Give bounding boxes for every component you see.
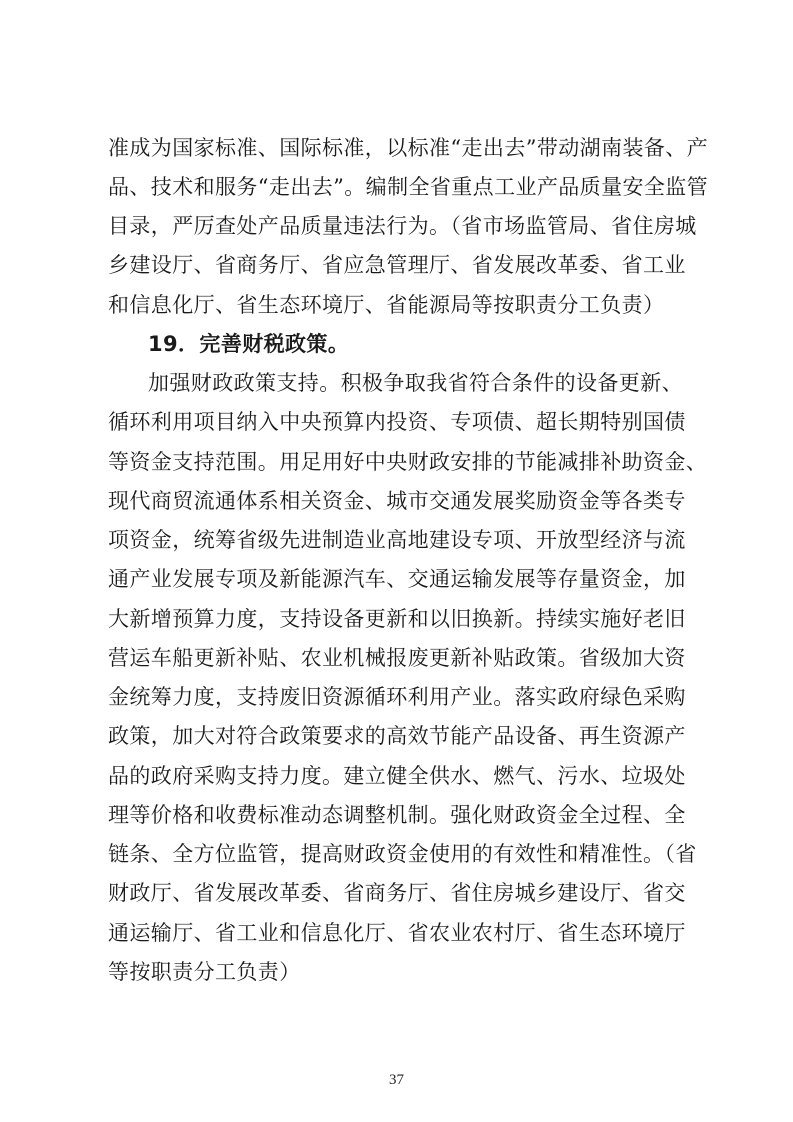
paragraph-line: 和信息化厅、省生态环境厅、省能源局等按职责分工负责） — [108, 293, 665, 317]
paragraph-line: 循环利用项目纳入中央预算内投资、专项债、超长期特别国债 — [108, 410, 686, 434]
paragraph-line: 大新增预算力度，支持设备更新和以旧换新。持续实施好老旧 — [108, 607, 686, 631]
paragraph-line: 营运车船更新补贴、农业机械报废更新补贴政策。省级加大资 — [108, 646, 686, 670]
paragraph-line: 链条、全方位监管，提高财政资金使用的有效性和精准性。（省 — [108, 842, 697, 866]
paragraph-line: 金统筹力度，支持废旧资源循环利用产业。落实政府绿色采购 — [108, 685, 686, 709]
paragraph-line: 品、技术和服务“走出去”。编制全省重点工业产品质量安全监管 — [108, 175, 709, 199]
section-heading: 19．完善财税政策。 — [148, 332, 350, 356]
paragraph-line: 加强财政政策支持。积极争取我省符合条件的设备更新、 — [148, 371, 683, 395]
paragraph-line: 政策，加大对符合政策要求的高效节能产品设备、再生资源产 — [108, 724, 686, 748]
paragraph-line: 品的政府采购支持力度。建立健全供水、燃气、污水、垃圾处 — [108, 764, 686, 788]
paragraph-line: 等资金支持范围。用足用好中央财政安排的节能减排补助资金、 — [108, 450, 708, 474]
paragraph-line: 通产业发展专项及新能源汽车、交通运输发展等存量资金，加 — [108, 567, 686, 591]
paragraph-line: 项资金，统筹省级先进制造业高地建设专项、开放型经济与流 — [108, 528, 686, 552]
paragraph-line: 目录，严厉查处产品质量违法行为。（省市场监管局、省住房城 — [108, 214, 697, 238]
paragraph-line: 现代商贸流通体系相关资金、城市交通发展奖励资金等各类专 — [108, 489, 686, 513]
paragraph-line: 等按职责分工负责） — [108, 960, 301, 984]
paragraph-line: 准成为国家标准、国际标准，以标准“走出去”带动湖南装备、产 — [108, 136, 709, 160]
paragraph-line: 乡建设厅、省商务厅、省应急管理厅、省发展改革委、省工业 — [108, 253, 686, 277]
page-number: 37 — [389, 1072, 404, 1088]
paragraph-line: 财政厅、省发展改革委、省商务厅、省住房城乡建设厅、省交 — [108, 881, 686, 905]
paragraph-line: 通运输厅、省工业和信息化厅、省农业农村厅、省生态环境厅 — [108, 921, 686, 945]
paragraph-line: 理等价格和收费标准动态调整机制。强化财政资金全过程、全 — [108, 803, 686, 827]
